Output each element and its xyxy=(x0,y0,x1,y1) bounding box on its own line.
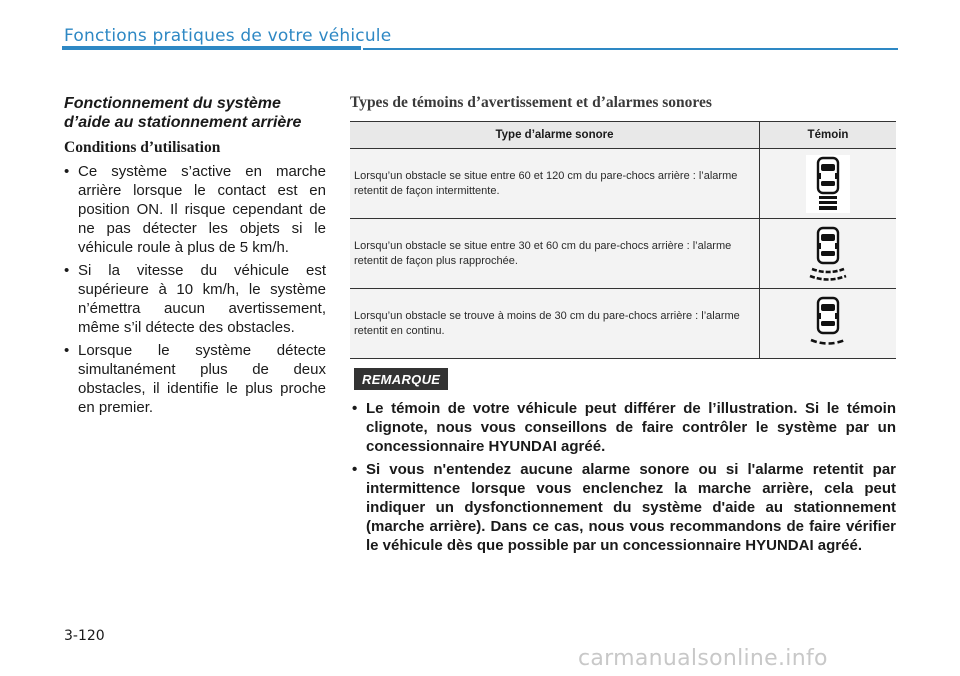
table-title: Types de témoins d’avertissement et d’alarmes sonores xyxy=(350,94,712,111)
table-row xyxy=(350,149,896,219)
table-cell-indicator xyxy=(760,289,896,358)
list-item: • Si la vitesse du véhicule est supérieure à 10 km/h, le système n’émettra aucun avertissement, même s’il détecte des obstacles. xyxy=(64,261,326,337)
right-column xyxy=(350,94,896,554)
table-header-alarm-type: Type d’alarme sonore xyxy=(350,122,760,148)
warning-table xyxy=(350,121,896,359)
section-title: Fonctionnement du système d’aide au stationnement arrière xyxy=(64,95,302,131)
table-cell-indicator xyxy=(760,149,896,218)
table-cell-alarm-text: Lorsqu’un obstacle se trouve à moins de 30 cm du pare-chocs arrière : l’alarme retentit en continu. xyxy=(350,289,760,358)
car-rear-zone-mid-icon xyxy=(806,225,850,283)
table-cell-alarm-text: Lorsqu’un obstacle se situe entre 30 et 60 cm du pare-chocs arrière : l’alarme retentit de façon plus rapprochée. xyxy=(350,219,760,288)
header-rule xyxy=(363,48,898,50)
list-item: • Lorsque le système détecte simultanément plus de deux obstacles, il identifie le plus proche en premier. xyxy=(64,341,326,417)
subsection-title: Conditions d’utilisation xyxy=(64,139,221,156)
car-rear-zone-near-icon xyxy=(806,295,850,353)
remark-badge: REMARQUE xyxy=(354,368,448,390)
watermark: carmanualsonline.info xyxy=(578,646,828,671)
remark-notes-list xyxy=(350,399,896,559)
list-item: • Ce système s’active en marche arrière lorsque le contact est en position ON. Il risque cependant de ne pas détecter les objets si le véhicule roule à plus de 5 km/h. xyxy=(64,162,326,257)
table-row xyxy=(350,219,896,289)
list-item: • Le témoin de votre véhicule peut différer de l’illustration. Si le témoin clignote, nous vous conseillons de faire contrôler le système par un concessionnaire HYUNDAI agréé. xyxy=(350,399,896,456)
page-number: 3-120 xyxy=(64,628,105,644)
table-header-row xyxy=(350,122,896,149)
table-row xyxy=(350,289,896,358)
table-header-indicator: Témoin xyxy=(807,129,849,141)
chapter-underline xyxy=(62,46,361,50)
list-item: • Si vous n'entendez aucune alarme sonore ou si l'alarme retentit par intermittence lorsque vous enclenchez la marche arrière, cela peut indiquer un dysfonctionnement du système d'aide au stationnement (marche arrière). Dans ce cas, nous vous recommandons de faire vérifier le véhicule dès que possible par un concessionnaire HYUNDAI agréé. xyxy=(350,460,896,555)
chapter-title: Fonctions pratiques de votre véhicule xyxy=(64,26,392,46)
table-cell-indicator xyxy=(760,219,896,288)
car-rear-zone-far-icon xyxy=(806,155,850,213)
left-column xyxy=(64,94,326,421)
conditions-list xyxy=(64,162,326,417)
table-cell-alarm-text: Lorsqu’un obstacle se situe entre 60 et 120 cm du pare-chocs arrière : l’alarme retentit de façon intermittente. xyxy=(350,149,760,218)
